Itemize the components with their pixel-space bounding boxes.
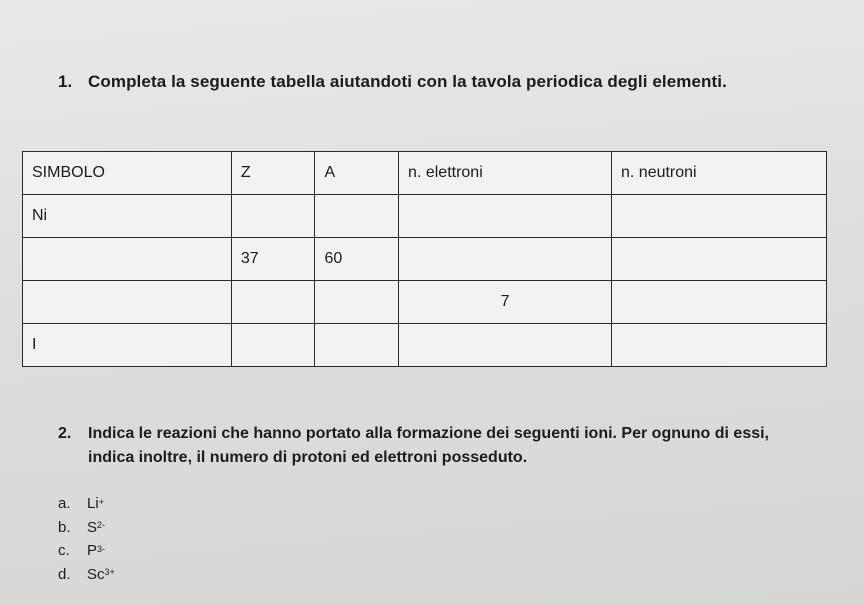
- list-item: [58, 563, 115, 587]
- question-1-number: 1.: [58, 72, 73, 91]
- list-item: [58, 516, 115, 540]
- table-cell: [231, 324, 315, 367]
- question-2-number: 2.: [58, 425, 72, 442]
- list-item: [58, 492, 115, 516]
- table-cell: 7: [399, 281, 612, 324]
- ion-charge: 2-: [97, 520, 106, 531]
- table-row: [23, 195, 827, 238]
- table-cell: [231, 281, 315, 324]
- table-cell: [399, 324, 612, 367]
- table-header-row: [23, 152, 827, 195]
- header-z: Z: [231, 152, 315, 195]
- option-label: b.: [58, 518, 71, 536]
- header-neutroni: n. neutroni: [612, 152, 827, 195]
- table-cell: [612, 195, 827, 238]
- table-row: [23, 238, 827, 281]
- option-label: a.: [58, 495, 71, 513]
- table-cell: [612, 238, 827, 281]
- table-cell: I: [23, 324, 232, 367]
- table-cell: 60: [315, 238, 399, 281]
- table-cell: [612, 324, 827, 367]
- ion-charge: 3+: [104, 567, 115, 578]
- question-1: [58, 72, 727, 92]
- header-a: A: [315, 152, 399, 195]
- ion-symbol: P: [87, 542, 98, 560]
- option-label: c.: [58, 542, 70, 560]
- ion-symbol: Sc: [87, 565, 105, 583]
- table-cell: Ni: [23, 195, 232, 238]
- table-cell: [315, 195, 399, 238]
- table-cell: [315, 324, 399, 367]
- table-cell: [399, 238, 612, 281]
- table-cell: [23, 238, 232, 281]
- ion-charge: 3-: [97, 543, 106, 554]
- table-row: [23, 324, 827, 367]
- table-cell: [23, 281, 232, 324]
- table-cell: [399, 195, 612, 238]
- table-cell: 37: [231, 238, 315, 281]
- table-cell: [315, 281, 399, 324]
- ion-symbol: S: [87, 518, 98, 536]
- ion-symbol: Li: [87, 495, 99, 513]
- ion-charge: +: [98, 496, 104, 507]
- element-table: [22, 151, 827, 367]
- header-elettroni: n. elettroni: [399, 152, 612, 195]
- ion-list: [58, 492, 115, 586]
- question-1-text: Completa la seguente tabella aiutandoti con la tavola periodica degli elementi.: [88, 72, 727, 91]
- header-simbolo: SIMBOLO: [23, 152, 232, 195]
- list-item: [58, 539, 115, 563]
- question-2-text: Indica le reazioni che hanno portato alla formazione dei seguenti ioni. Per ognuno di essi, indica inoltre, il numero di protoni ed elettroni posseduto.: [88, 425, 769, 466]
- option-label: d.: [58, 565, 71, 583]
- table-row: [23, 281, 827, 324]
- table-cell: [612, 281, 827, 324]
- question-2: [58, 422, 818, 470]
- table-cell: [231, 195, 315, 238]
